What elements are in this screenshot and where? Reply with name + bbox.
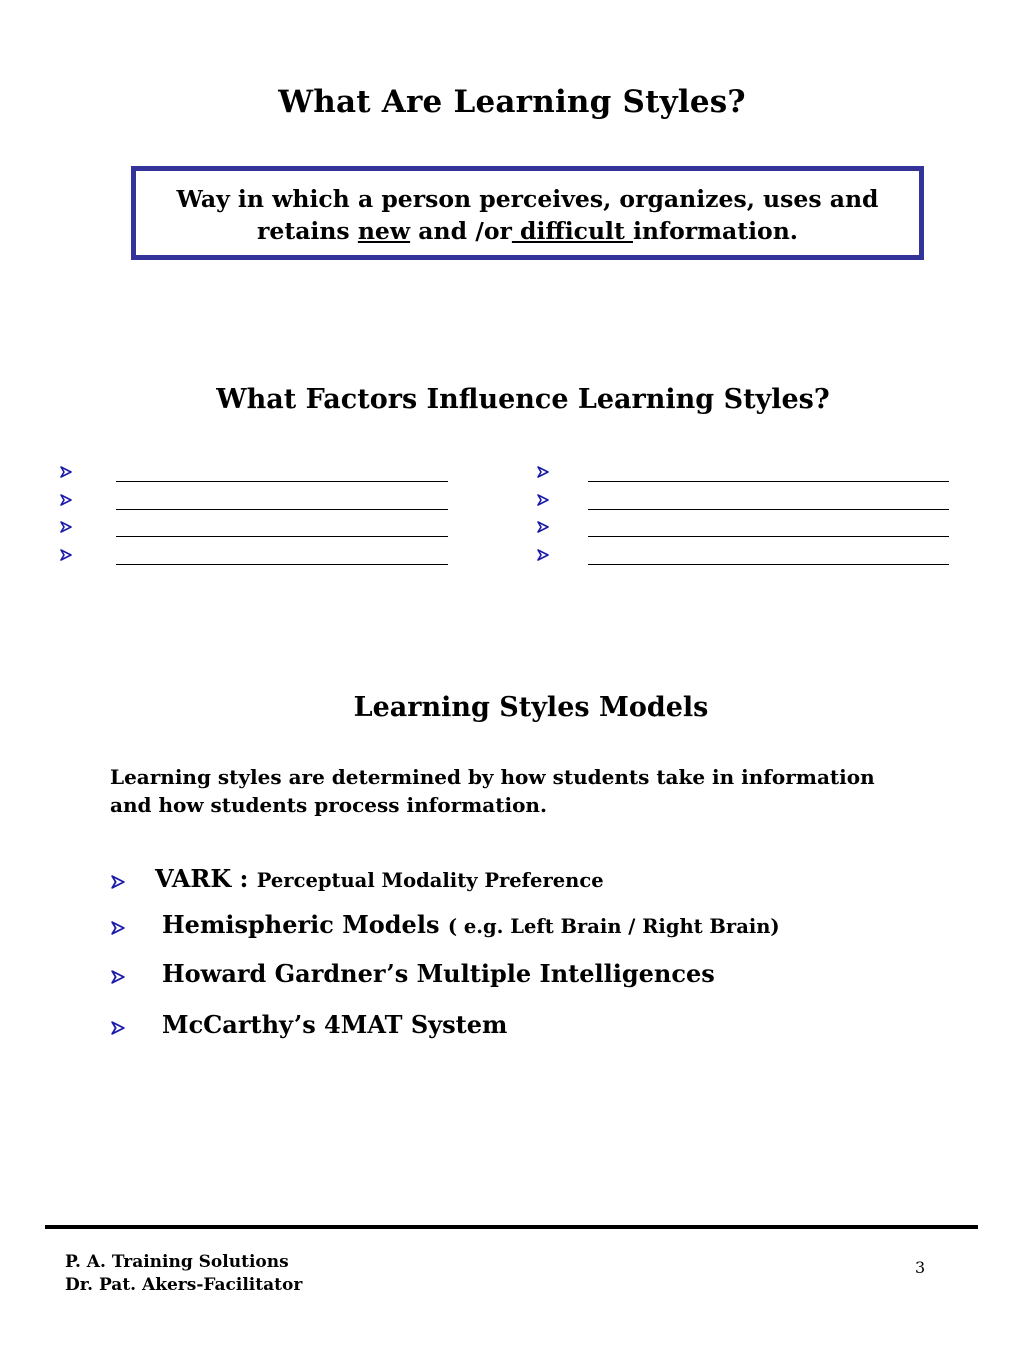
factor-blank-line[interactable] bbox=[116, 509, 448, 510]
definition-line-1: Way in which a person perceives, organizes, uses and bbox=[176, 185, 879, 213]
arrow-bullet-icon bbox=[111, 970, 123, 982]
definition-text bbox=[136, 183, 919, 247]
arrow-bullet-icon bbox=[537, 549, 549, 561]
footer-divider bbox=[45, 1225, 978, 1229]
definition-box bbox=[131, 166, 924, 260]
definition-difficult-underlined: difficult bbox=[511, 217, 633, 245]
model-title: Howard Gardner’s Multiple Intelligences bbox=[162, 959, 715, 988]
factor-blank-line[interactable] bbox=[116, 564, 448, 565]
model-title: McCarthy’s 4MAT System bbox=[162, 1010, 508, 1039]
models-intro-line-1: Learning styles are determined by how students take in information bbox=[110, 765, 875, 789]
model-detail: Perceptual Modality Preference bbox=[256, 869, 604, 892]
factor-blank-line[interactable] bbox=[588, 481, 949, 482]
factor-blank-line[interactable] bbox=[588, 509, 949, 510]
definition-information: information. bbox=[633, 217, 798, 245]
factor-blank-line[interactable] bbox=[116, 536, 448, 537]
footer-company: P. A. Training Solutions bbox=[65, 1252, 289, 1272]
arrow-bullet-icon bbox=[537, 521, 549, 533]
arrow-bullet-icon bbox=[60, 494, 72, 506]
footer-credits bbox=[65, 1251, 302, 1297]
footer-facilitator: Dr. Pat. Akers-Facilitator bbox=[65, 1275, 303, 1295]
arrow-bullet-icon bbox=[537, 494, 549, 506]
page-number: 3 bbox=[915, 1258, 926, 1277]
model-title: Hemispheric Models bbox=[162, 910, 448, 939]
factor-blank-line[interactable] bbox=[588, 536, 949, 537]
arrow-bullet-icon bbox=[60, 466, 72, 478]
definition-line-2 bbox=[136, 215, 919, 247]
arrow-bullet-icon bbox=[60, 549, 72, 561]
factor-blank-line[interactable] bbox=[588, 564, 949, 565]
factors-heading: What Factors Influence Learning Styles? bbox=[216, 384, 830, 415]
arrow-bullet-icon bbox=[111, 1021, 123, 1033]
models-intro bbox=[110, 763, 950, 819]
models-heading: Learning Styles Models bbox=[353, 692, 709, 723]
model-detail: ( e.g. Left Brain / Right Brain) bbox=[447, 915, 780, 938]
factor-blank-line[interactable] bbox=[116, 481, 448, 482]
model-title: VARK : bbox=[155, 864, 257, 893]
arrow-bullet-icon bbox=[537, 466, 549, 478]
models-intro-line-2: and how students process information. bbox=[110, 793, 547, 817]
arrow-bullet-icon bbox=[60, 521, 72, 533]
definition-retains: retains bbox=[257, 217, 358, 245]
arrow-bullet-icon bbox=[111, 921, 123, 933]
definition-new-underlined: new bbox=[357, 217, 411, 245]
arrow-bullet-icon bbox=[111, 875, 123, 887]
definition-andor: and /or bbox=[410, 217, 512, 245]
page-title: What Are Learning Styles? bbox=[278, 84, 746, 120]
